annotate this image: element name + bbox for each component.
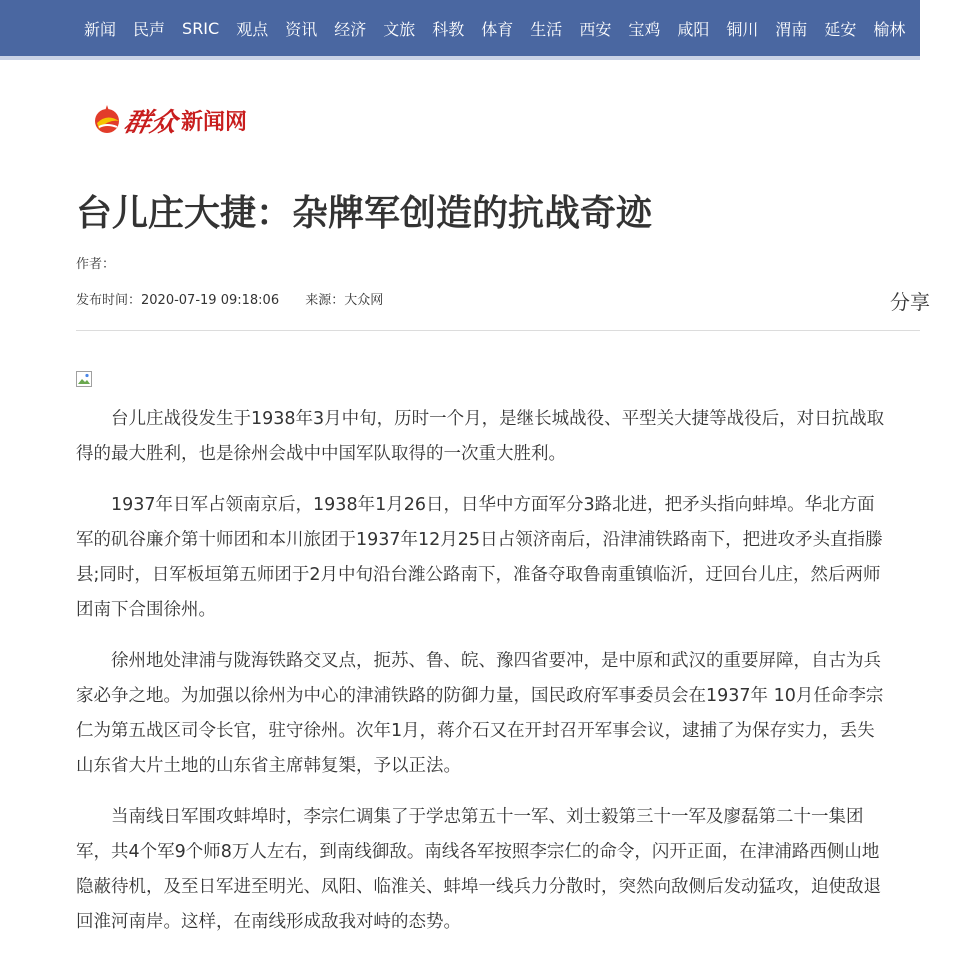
nav-list <box>84 0 955 56</box>
source-name[interactable]: 大众网 <box>344 293 384 308</box>
publish-time: 2020-07-19 09:18:06 <box>141 293 280 308</box>
nav-item[interactable]: 咸阳 <box>677 19 710 39</box>
nav-item[interactable]: 民声 <box>133 19 166 39</box>
nav-item[interactable]: 资讯 <box>285 19 318 39</box>
publish-label: 发布时间： <box>76 293 142 308</box>
article-paragraph: 当南线日军围攻蚌埠时，李宗仁调集了于学忠第五十一军、刘士毅第三十一军及廖磊第二十一集团军，共4个军9个师8万人左右，到南线御敌。南线各军按照李宗仁的命令，闪开正面，在津浦路西侧山地隐蔽待机，及至日军进至明光、凤阳、临淮关、蚌埠一线兵力分散时，突然向敌侧后发动猛攻，迫使敌退回淮河南岸。这样，在南线形成敌我对峙的态势。 <box>76 807 881 932</box>
nav-item[interactable]: 铜川 <box>726 19 759 39</box>
article-title: 台儿庄大捷：杂牌军创造的抗战奇迹 <box>76 193 653 234</box>
nav-item[interactable]: 新闻 <box>84 19 117 39</box>
logo-text: 新闻网 <box>181 108 248 135</box>
share-button[interactable]: 分享 <box>890 290 930 314</box>
broken-image-icon <box>76 371 92 387</box>
article-author <box>76 253 115 272</box>
nav-item[interactable]: 汉 <box>922 19 939 39</box>
nav-item[interactable]: 观点 <box>236 19 269 39</box>
top-navigation <box>0 0 939 60</box>
article-body <box>76 402 890 956</box>
article-paragraph: 徐州地处津浦与陇海铁路交叉点，扼苏、鲁、皖、豫四省要冲，是中原和武汉的重要屏障，自古为兵家必争之地。为加强以徐州为中心的津浦铁路的防御力量，国民政府军事委员会在1937年 10月任命李宗仁为第五战区司令长官，驻守徐州。次年1月，蒋介石又在开封召开军事会议，逮捕了为保存实力，丢失山东省大片土地的山东省主席韩复榘，予以正法。 <box>76 651 884 776</box>
article-paragraph: 台儿庄战役发生于1938年3月中旬，历时一个月，是继长城战役、平型关大捷等战役后，对日抗战取得的最大胜利，也是徐州会战中中国军队取得的一次重大胜利。 <box>76 409 885 464</box>
nav-item[interactable]: 体育 <box>481 19 514 39</box>
article-meta <box>76 289 383 308</box>
nav-item[interactable]: 文旅 <box>383 19 416 39</box>
nav-item[interactable]: 榆林 <box>873 19 906 39</box>
site-logo[interactable] <box>93 98 247 142</box>
header-divider <box>76 330 920 331</box>
article-paragraph: 1937年日军占领南京后，1938年1月26日，日华中方面军分3路北进，把矛头指向蚌埠。华北方面军的矶谷廉介第十师团和本川旅团于1937年12月25日占领济南后，沿津浦铁路南下，把进攻矛头直指滕县;同时，日军板垣第五师团于2月中旬沿台潍公路南下，准备夺取鲁南重镇临沂，迂回台儿庄，然后两师团南下合围徐州。 <box>76 495 883 620</box>
nav-item[interactable]: 经济 <box>334 19 367 39</box>
nav-item[interactable]: 生活 <box>530 19 563 39</box>
nav-item[interactable]: SRIC <box>182 18 220 38</box>
source-label: 来源： <box>305 293 345 308</box>
nav-item[interactable]: 科教 <box>432 19 465 39</box>
nav-item[interactable]: 宝鸡 <box>628 19 661 39</box>
logo-emblem-icon <box>93 103 123 137</box>
nav-item[interactable]: 西安 <box>579 19 612 39</box>
nav-item[interactable]: 延安 <box>824 19 857 39</box>
logo-script-text: 群众 <box>121 107 180 138</box>
author-label: 作者： <box>76 257 116 272</box>
nav-item[interactable]: 渭南 <box>775 19 808 39</box>
